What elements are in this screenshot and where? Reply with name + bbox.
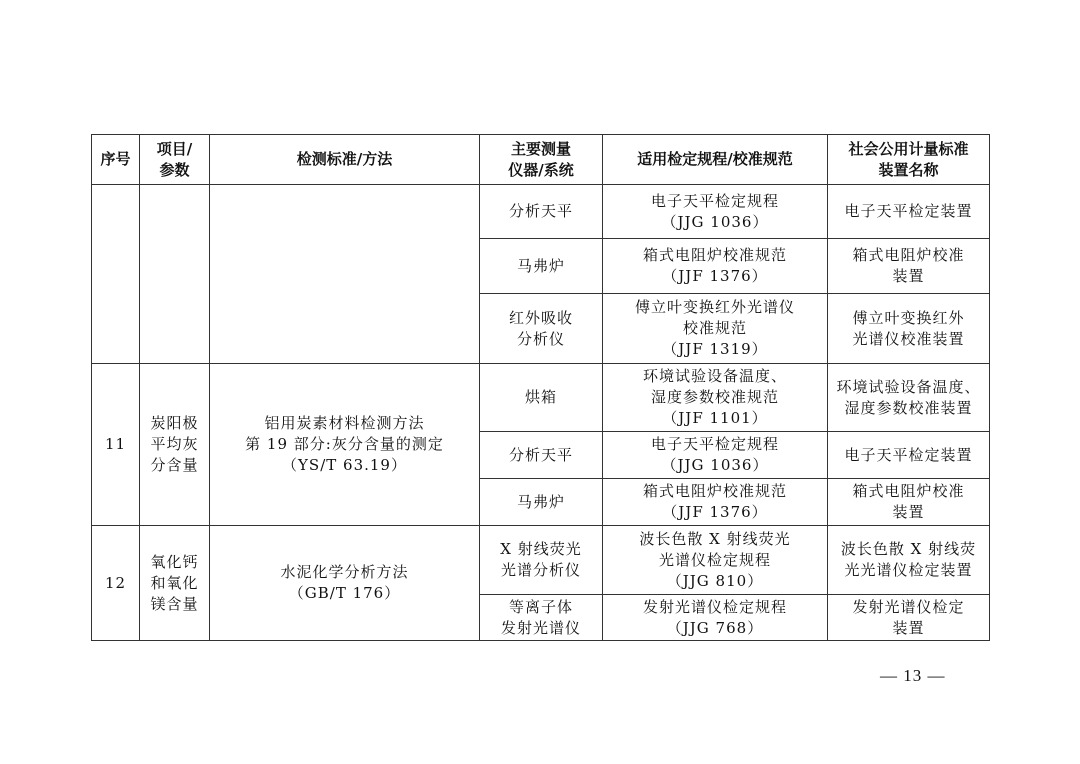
header-item: 项目/ 参数 — [140, 135, 210, 185]
instrument-cell: 马弗炉 — [480, 239, 603, 294]
regulation-cell: 发射光谱仪检定规程 （JJG 768） — [603, 595, 828, 641]
device-cell: 箱式电阻炉校准 装置 — [828, 479, 990, 526]
instrument-cell: 等离子体 发射光谱仪 — [480, 595, 603, 641]
standard-cell: 铝用炭素材料检测方法 第 19 部分:灰分含量的测定 （YS/T 63.19） — [210, 364, 480, 526]
no-cell: 12 — [92, 526, 140, 641]
instrument-cell: 烘箱 — [480, 364, 603, 432]
regulation-cell: 电子天平检定规程 （JJG 1036） — [603, 185, 828, 239]
regulation-cell: 波长色散 X 射线荧光 光谱仪检定规程 （JJG 810） — [603, 526, 828, 595]
regulation-cell: 箱式电阻炉校准规范 （JJF 1376） — [603, 479, 828, 526]
header-instrument: 主要测量 仪器/系统 — [480, 135, 603, 185]
device-cell: 环境试验设备温度、 湿度参数校准装置 — [828, 364, 990, 432]
device-cell: 电子天平检定装置 — [828, 185, 990, 239]
device-cell: 箱式电阻炉校准 装置 — [828, 239, 990, 294]
no-cell: 11 — [92, 364, 140, 526]
device-cell: 波长色散 X 射线荧 光光谱仪检定装置 — [828, 526, 990, 595]
device-cell: 傅立叶变换红外 光谱仪校准装置 — [828, 294, 990, 364]
instrument-cell: 分析天平 — [480, 432, 603, 479]
no-cell-empty — [92, 185, 140, 364]
regulation-cell: 环境试验设备温度、 湿度参数校准规范 （JJF 1101） — [603, 364, 828, 432]
instrument-cell: 马弗炉 — [480, 479, 603, 526]
instrument-cell: X 射线荧光 光谱分析仪 — [480, 526, 603, 595]
item-cell: 炭阳极 平均灰 分含量 — [140, 364, 210, 526]
table-row — [92, 185, 990, 239]
page-number: — 13 — — [880, 666, 946, 685]
header-standard: 检测标准/方法 — [210, 135, 480, 185]
standards-table — [91, 134, 990, 641]
header-device: 社会公用计量标准 装置名称 — [828, 135, 990, 185]
standard-cell-empty — [210, 185, 480, 364]
header-regulation: 适用检定规程/校准规范 — [603, 135, 828, 185]
header-no: 序号 — [92, 135, 140, 185]
regulation-cell: 电子天平检定规程 （JJG 1036） — [603, 432, 828, 479]
regulation-cell: 箱式电阻炉校准规范 （JJF 1376） — [603, 239, 828, 294]
item-cell-empty — [140, 185, 210, 364]
table-row — [92, 526, 990, 595]
standard-cell: 水泥化学分析方法 （GB/T 176） — [210, 526, 480, 641]
item-cell: 氧化钙 和氧化 镁含量 — [140, 526, 210, 641]
instrument-cell: 红外吸收 分析仪 — [480, 294, 603, 364]
device-cell: 电子天平检定装置 — [828, 432, 990, 479]
instrument-cell: 分析天平 — [480, 185, 603, 239]
regulation-cell: 傅立叶变换红外光谱仪 校准规范 （JJF 1319） — [603, 294, 828, 364]
header-row — [92, 135, 990, 185]
table-row — [92, 364, 990, 432]
device-cell: 发射光谱仪检定 装置 — [828, 595, 990, 641]
